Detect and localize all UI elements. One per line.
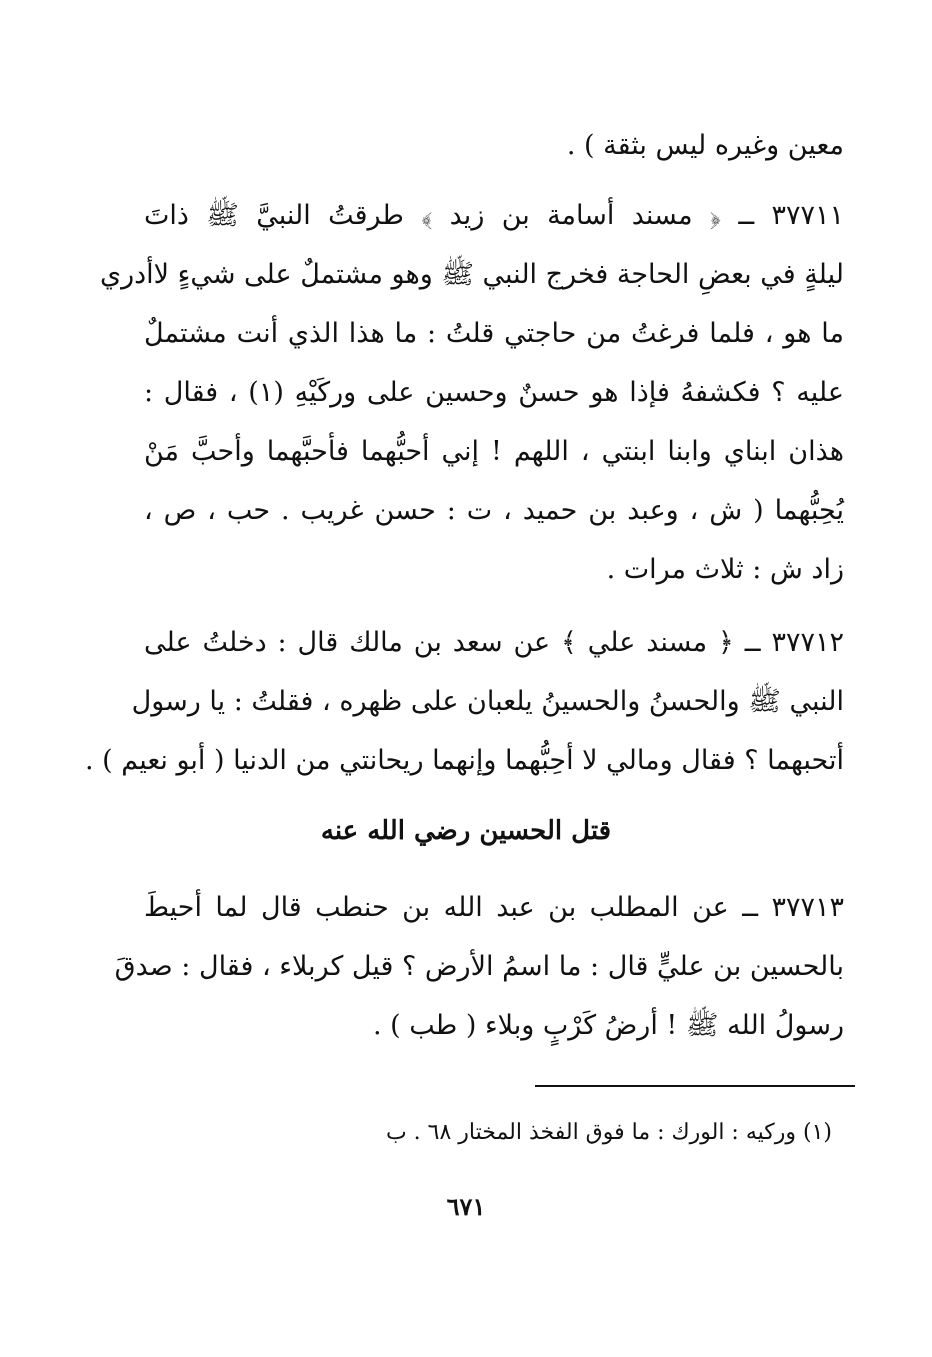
text-line: معين وغيره ليس بثقة ) . — [566, 130, 844, 161]
text-line: هذان ابناي وابنا ابنتي ، اللهم ! إني أحبُّهما فأحبَّهما وأحبَّ مَنْ — [144, 436, 844, 467]
text-line: أتحبهما ؟ فقال ومالي لا أحِبُّهما وإنهما ريحانتي من الدنيا ( أبو نعيم ) . — [84, 745, 844, 776]
intro-paragraph — [144, 116, 844, 175]
footnote-divider — [535, 1085, 855, 1087]
text-line: ٣٧٧١٣ ــ عن المطلب بن عبد الله بن حنطب قال لما أحيطَ — [144, 892, 844, 923]
hadith-37712 — [84, 613, 844, 790]
text-line: ٣٧٧١٢ ــ ﴿ مسند علي ﴾ عن سعد بن مالك قال : دخلتُ على — [144, 627, 844, 658]
text-line: بالحسين بن عليٍّ قال : ما اسمُ الأرض ؟ قيل كربلاء ، فقال : صدقَ — [114, 951, 844, 982]
footnote: (١) وركيه : الورك : ما فوق الفخذ المختار ٦٨ . ب — [385, 1120, 832, 1145]
text-line: زاد ش : ثلاث مرات . — [606, 554, 844, 585]
hadith-37713 — [114, 878, 844, 1055]
text-line: ٣٧٧١١ ــ ﴿ مسند أسامة بن زيد ﴾ طرقتُ النبيَّ ﷺ ذاتَ — [144, 200, 844, 231]
text-line: يُحِبُّهما ( ش ، وعبد بن حميد ، ت : حسن غريب . حب ، ص ، — [144, 495, 844, 526]
text-line: ما هو ، فلما فرغتُ من حاجتي قلتُ : ما هذا الذي أنت مشتملٌ — [144, 318, 844, 349]
text-line: عليه ؟ فكشفهُ فإذا هو حسنٌ وحسين على وركَيْهِ (١) ، فقال : — [144, 377, 844, 408]
text-line: رسولُ الله ﷺ ! أرضُ كَرْبٍ وبلاء ( طب ) . — [372, 1010, 844, 1041]
hadith-37711 — [99, 186, 844, 599]
text-line: ليلةٍ في بعضِ الحاجة فخرج النبي ﷺ وهو مشتملٌ على شيءٍ لاأدري — [99, 259, 844, 290]
section-heading: قتل الحسين رضي الله عنه — [320, 816, 612, 846]
page-number: ٦٧١ — [446, 1192, 486, 1221]
text-line: النبي ﷺ والحسنُ والحسينُ يلعبان على ظهره ، فقلتُ : يا رسول — [131, 686, 844, 717]
